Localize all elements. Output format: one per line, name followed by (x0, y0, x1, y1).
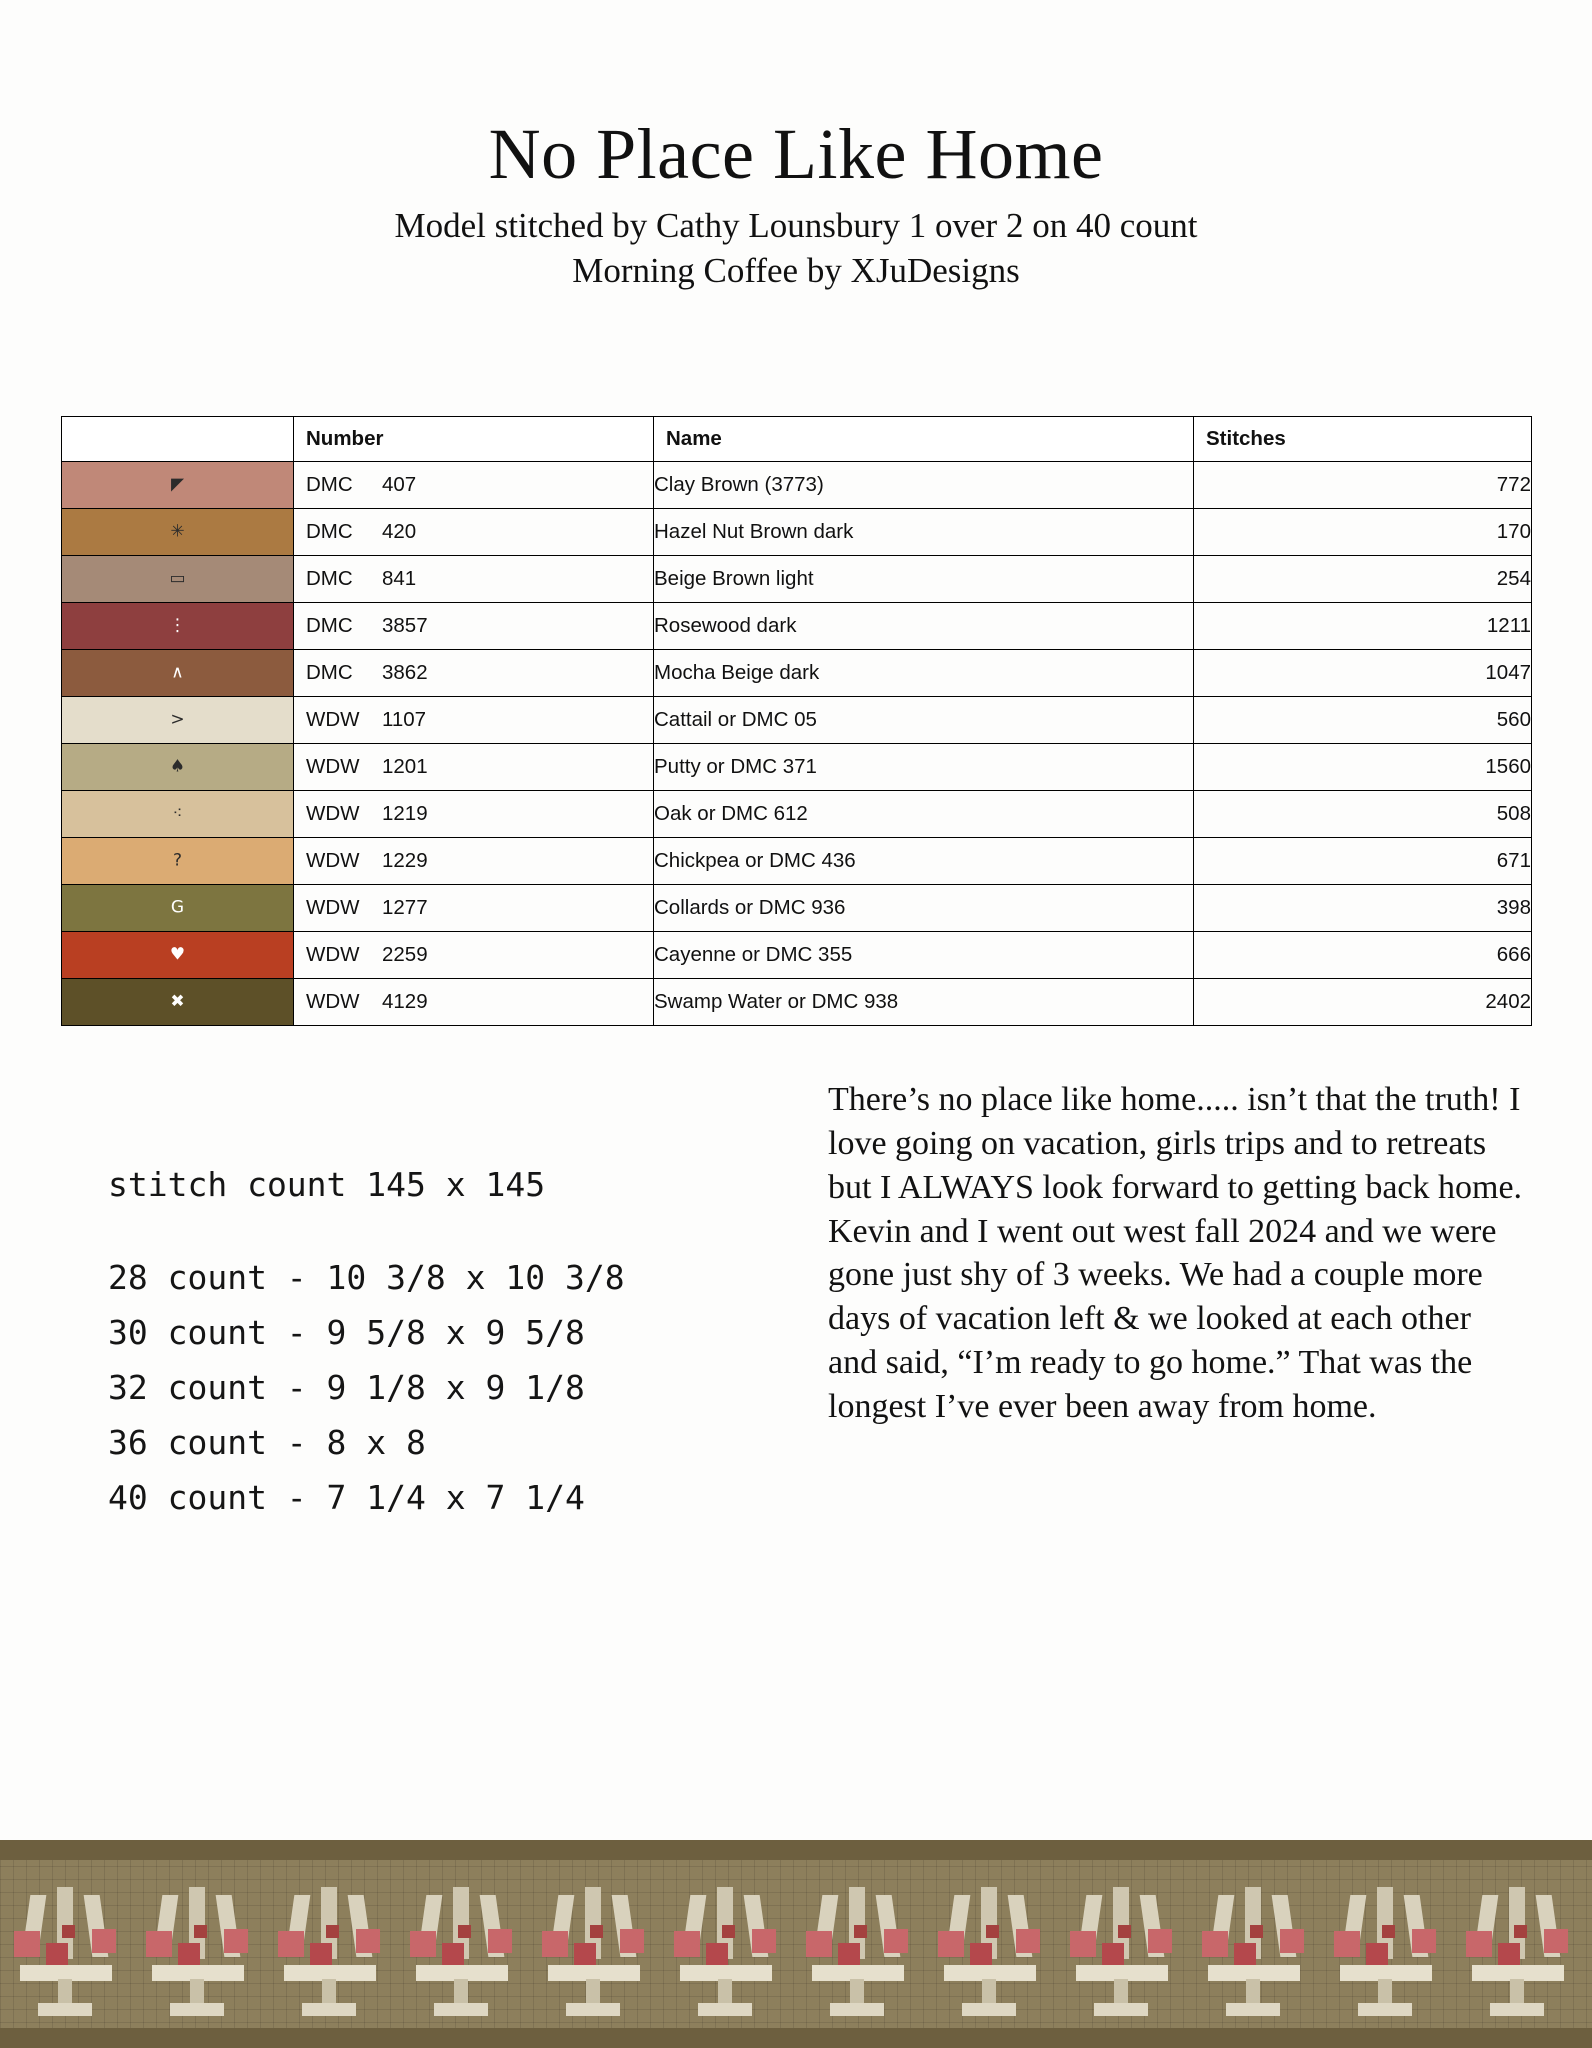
pattern-motif (264, 1869, 396, 2019)
pattern-block (1510, 1979, 1524, 2005)
floss-brand: WDW (306, 802, 360, 825)
pattern-motif (924, 1869, 1056, 2019)
floss-number-cell (294, 791, 654, 838)
stitch-count-value: 254 (1194, 556, 1532, 603)
floss-number-cell (294, 885, 654, 932)
floss-table (61, 416, 1532, 1026)
table-row (62, 603, 1532, 650)
color-swatch (62, 744, 294, 791)
pattern-block (1334, 1931, 1360, 1957)
pattern-block (14, 1931, 40, 1957)
stitch-symbol-icon: ✳ (170, 521, 185, 542)
pattern-block (674, 1931, 700, 1957)
pattern-block (850, 1979, 864, 2005)
pattern-block (1490, 2003, 1544, 2016)
floss-brand: DMC (306, 661, 353, 684)
pattern-block (970, 1943, 992, 1965)
pattern-block (1378, 1979, 1392, 2005)
floss-number-cell (294, 838, 654, 885)
pattern-motif (792, 1869, 924, 2019)
stitch-symbol-icon: ⁖ (172, 803, 183, 824)
pattern-block (58, 1979, 72, 2005)
color-swatch (62, 838, 294, 885)
color-swatch (62, 697, 294, 744)
floss-brand: WDW (306, 849, 360, 872)
stitch-count-value: 666 (1194, 932, 1532, 979)
stitch-symbol-icon: ✖ (170, 991, 185, 1012)
pattern-block (62, 1925, 75, 1938)
pattern-block (1094, 2003, 1148, 2016)
floss-name: Collards or DMC 936 (654, 885, 1194, 932)
pattern-block (1466, 1931, 1492, 1957)
pattern-block (982, 1979, 996, 2005)
floss-brand: WDW (306, 896, 360, 919)
pattern-block (1234, 1943, 1256, 1965)
pattern-block (302, 2003, 356, 2016)
floss-name: Clay Brown (3773) (654, 462, 1194, 509)
stitch-count-line: stitch count 145 x 145 (108, 1165, 546, 1204)
floss-table-body (62, 462, 1532, 1026)
floss-name: Hazel Nut Brown dark (654, 509, 1194, 556)
stitch-symbol-icon: ∧ (171, 662, 184, 683)
pattern-motif (1056, 1869, 1188, 2019)
column-header-swatch (62, 417, 294, 462)
pattern-block (1016, 1929, 1040, 1953)
pattern-block (1202, 1931, 1228, 1957)
pattern-block (1102, 1943, 1124, 1965)
pattern-block (1412, 1929, 1436, 1953)
floss-code: 4129 (382, 990, 428, 1013)
pattern-block (962, 2003, 1016, 2016)
pattern-block (1118, 1925, 1131, 1938)
pattern-block (718, 1979, 732, 2005)
pattern-block (566, 2003, 620, 2016)
floss-table-header (62, 417, 1532, 462)
pattern-block (1544, 1929, 1568, 1953)
pattern-block (224, 1929, 248, 1953)
pattern-block (1382, 1925, 1395, 1938)
stitch-count-value: 398 (1194, 885, 1532, 932)
pattern-block (1226, 2003, 1280, 2016)
floss-name: Cattail or DMC 05 (654, 697, 1194, 744)
pattern-block (722, 1925, 735, 1938)
floss-code: 420 (382, 520, 417, 543)
column-header-name: Name (654, 417, 1194, 462)
fabric-size-line: 30 count - 9 5/8 x 9 5/8 (108, 1313, 585, 1352)
stitch-symbol-icon: ◤ (170, 474, 185, 495)
pattern-block (92, 1929, 116, 1953)
pattern-block (46, 1943, 68, 1965)
stitch-symbol-icon: ? (172, 850, 183, 871)
floss-number-cell (294, 979, 654, 1026)
stitch-count-value: 170 (1194, 509, 1532, 556)
stitch-symbol-icon: ♥ (169, 944, 186, 965)
pattern-block (620, 1929, 644, 1953)
floss-code: 3857 (382, 614, 428, 637)
floss-number-cell (294, 744, 654, 791)
pattern-block (1358, 2003, 1412, 2016)
stitch-count-value: 671 (1194, 838, 1532, 885)
pattern-block (806, 1931, 832, 1957)
fabric-size-line: 36 count - 8 x 8 (108, 1423, 426, 1462)
pattern-block (278, 1931, 304, 1957)
pattern-top-band (0, 1840, 1592, 1860)
pattern-block (1280, 1929, 1304, 1953)
stitch-symbol-icon: > (170, 709, 185, 730)
color-swatch (62, 932, 294, 979)
stitch-count-value: 1211 (1194, 603, 1532, 650)
pattern-block (938, 1931, 964, 1957)
pattern-block (458, 1925, 471, 1938)
floss-code: 1201 (382, 755, 428, 778)
floss-name: Mocha Beige dark (654, 650, 1194, 697)
pattern-motif (1320, 1869, 1452, 2019)
pattern-block (884, 1929, 908, 1953)
designer-note (828, 1078, 1528, 1429)
fabric-size-line: 28 count - 10 3/8 x 10 3/8 (108, 1258, 625, 1297)
stitch-count-value: 2402 (1194, 979, 1532, 1026)
pattern-block (706, 1943, 728, 1965)
table-row (62, 462, 1532, 509)
floss-brand: DMC (306, 567, 353, 590)
stitch-count-value: 1047 (1194, 650, 1532, 697)
floss-code: 3862 (382, 661, 428, 684)
color-swatch (62, 509, 294, 556)
floss-brand: WDW (306, 990, 360, 1013)
pattern-motif (0, 1869, 132, 2019)
pattern-motif (660, 1869, 792, 2019)
floss-number-cell (294, 650, 654, 697)
table-row (62, 509, 1532, 556)
pattern-motif (1452, 1869, 1584, 2019)
pattern-motif (396, 1869, 528, 2019)
pattern-block (830, 2003, 884, 2016)
pattern-block (454, 1979, 468, 2005)
pattern-block (194, 1925, 207, 1938)
page-title: No Place Like Home (488, 114, 1104, 194)
floss-brand: DMC (306, 473, 353, 496)
table-row (62, 650, 1532, 697)
pattern-block (322, 1979, 336, 2005)
color-swatch (62, 979, 294, 1026)
floss-name: Swamp Water or DMC 938 (654, 979, 1194, 1026)
floss-name: Cayenne or DMC 355 (654, 932, 1194, 979)
pattern-block (574, 1943, 596, 1965)
floss-name: Putty or DMC 371 (654, 744, 1194, 791)
color-swatch (62, 791, 294, 838)
table-row (62, 838, 1532, 885)
pattern-block (752, 1929, 776, 1953)
pattern-block (410, 1931, 436, 1957)
floss-number-cell (294, 697, 654, 744)
pattern-block (986, 1925, 999, 1938)
table-row (62, 697, 1532, 744)
document-header (0, 0, 1592, 294)
fabric-size-line: 40 count - 7 1/4 x 7 1/4 (108, 1478, 585, 1517)
fabric-count-block (108, 1165, 758, 1536)
floss-code: 841 (382, 567, 417, 590)
table-row (62, 556, 1532, 603)
floss-number-cell (294, 509, 654, 556)
color-swatch (62, 556, 294, 603)
floss-number-cell (294, 603, 654, 650)
pattern-bottom-band (0, 2028, 1592, 2048)
pattern-motif-row (0, 1860, 1592, 2028)
stitch-symbol-icon: ▭ (169, 568, 186, 589)
pattern-motif (132, 1869, 264, 2019)
bottom-border-pattern (0, 1840, 1592, 2048)
floss-name: Beige Brown light (654, 556, 1194, 603)
column-header-number: Number (294, 417, 654, 462)
stitch-count-value: 1560 (1194, 744, 1532, 791)
pattern-block (1114, 1979, 1128, 2005)
pattern-block (1366, 1943, 1388, 1965)
fabric-size-list (108, 1258, 758, 1517)
floss-brand: WDW (306, 943, 360, 966)
color-swatch (62, 462, 294, 509)
fabric-size-line: 32 count - 9 1/8 x 9 1/8 (108, 1368, 585, 1407)
pattern-block (1250, 1925, 1263, 1938)
floss-number-cell (294, 932, 654, 979)
pattern-block (1246, 1979, 1260, 2005)
table-header-row (62, 417, 1532, 462)
stitch-count-value: 772 (1194, 462, 1532, 509)
stitch-count-value: 560 (1194, 697, 1532, 744)
pattern-block (838, 1943, 860, 1965)
pattern-block (488, 1929, 512, 1953)
floss-name: Oak or DMC 612 (654, 791, 1194, 838)
subtitle-line-2: Morning Coffee by XJuDesigns (572, 250, 1020, 290)
color-swatch (62, 885, 294, 932)
pattern-block (356, 1929, 380, 1953)
table-row (62, 932, 1532, 979)
pattern-block (698, 2003, 752, 2016)
floss-code: 407 (382, 473, 417, 496)
pattern-block (326, 1925, 339, 1938)
floss-code: 1277 (382, 896, 428, 919)
floss-number-cell (294, 556, 654, 603)
color-swatch (62, 603, 294, 650)
floss-brand: WDW (306, 755, 360, 778)
floss-brand: DMC (306, 520, 353, 543)
column-header-stitches: Stitches (1194, 417, 1532, 462)
pattern-block (190, 1979, 204, 2005)
floss-brand: WDW (306, 708, 360, 731)
stitch-symbol-icon: ⋮ (169, 615, 186, 636)
color-swatch (62, 650, 294, 697)
floss-code: 1229 (382, 849, 428, 872)
pattern-motif (1188, 1869, 1320, 2019)
table-row (62, 979, 1532, 1026)
pattern-block (590, 1925, 603, 1938)
floss-brand: DMC (306, 614, 353, 637)
table-row (62, 791, 1532, 838)
subtitle-line-1: Model stitched by Cathy Lounsbury 1 over 2 on 40 count (394, 206, 1198, 245)
pattern-block (854, 1925, 867, 1938)
floss-code: 1107 (382, 708, 427, 731)
pattern-block (1148, 1929, 1172, 1953)
pattern-motif (528, 1869, 660, 2019)
floss-code: 1219 (382, 802, 428, 825)
stitch-symbol-icon: G (170, 897, 185, 918)
stitch-symbol-icon: ♠ (169, 756, 186, 777)
floss-name: Rosewood dark (654, 603, 1194, 650)
pattern-block (542, 1931, 568, 1957)
pattern-block (442, 1943, 464, 1965)
pattern-block (178, 1943, 200, 1965)
designer-note-text: There’s no place like home..... isn’t that the truth! I love going on vacation, girls trips and to retreats but I ALWAYS look forward to getting back home. Kevin and I went out west fall 2024 and we were gone just shy of 3 weeks. We had a couple more days of vacation left & we looked at each other and said, “I’m ready to go home.” That was the longest I’ve ever been away from home. (828, 1081, 1523, 1426)
table-row (62, 885, 1532, 932)
pattern-block (38, 2003, 92, 2016)
pattern-block (310, 1943, 332, 1965)
floss-table-container (61, 416, 1531, 1026)
pattern-block (146, 1931, 172, 1957)
pattern-block (170, 2003, 224, 2016)
floss-name: Chickpea or DMC 436 (654, 838, 1194, 885)
floss-code: 2259 (382, 943, 428, 966)
pattern-block (434, 2003, 488, 2016)
table-row (62, 744, 1532, 791)
pattern-block (1514, 1925, 1527, 1938)
floss-number-cell (294, 462, 654, 509)
pattern-block (1498, 1943, 1520, 1965)
pattern-block (1070, 1931, 1096, 1957)
stitch-count-value: 508 (1194, 791, 1532, 838)
pattern-block (586, 1979, 600, 2005)
